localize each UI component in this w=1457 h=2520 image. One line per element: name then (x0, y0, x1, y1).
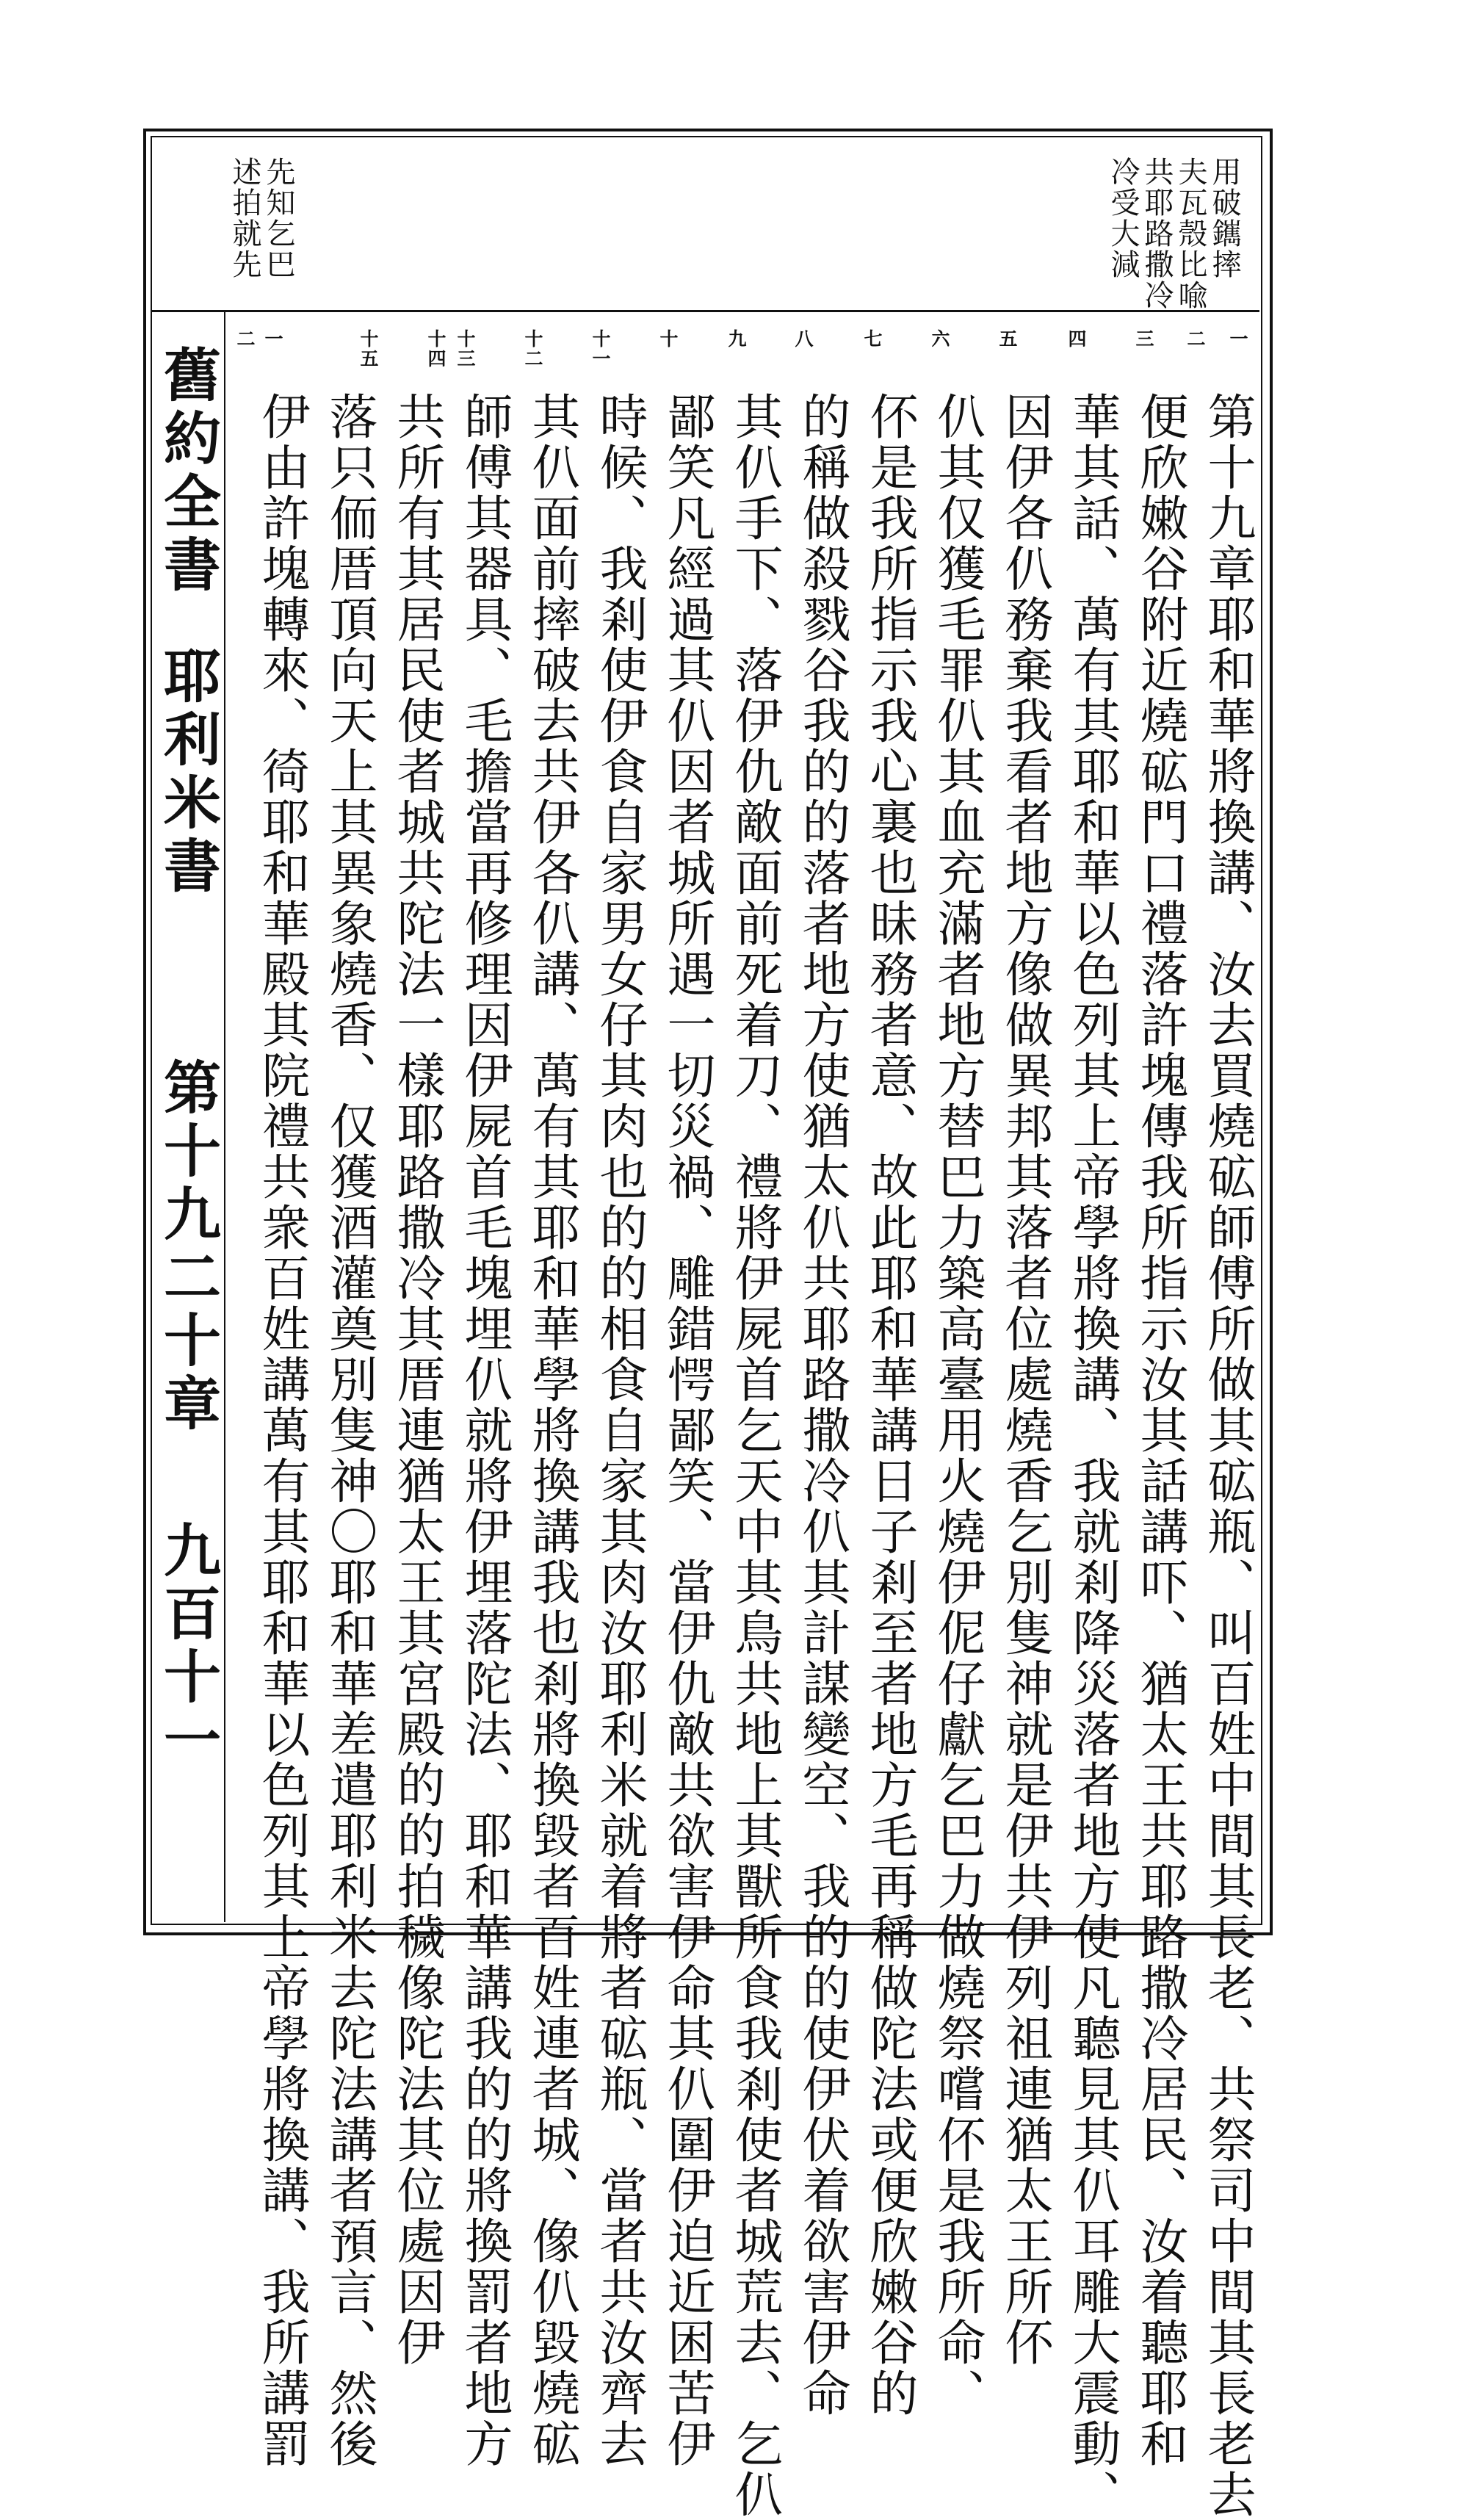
text-column: 師傅其器具、毛擔當再修理因伊屍首毛塊埋仈就將伊埋落陀法、耶和華講我的的將換罰者地方 (456, 391, 513, 2469)
text-column: 便欣嫩谷附近燒砿門口禮落許塊傳我所指示汝其話講吓、猶太王共耶路撒冷居民、汝着聽耶和 (1132, 391, 1188, 2469)
header-rule (151, 310, 1259, 312)
verse-number: 九 (726, 329, 747, 349)
chapter-label: 第十九二十章 (154, 1058, 221, 1437)
text-column: 鄙笑凡經過其仈因者城所遇一切災禍、雕錯愕鄙笑、當伊仇敵共欲害伊命其仈圍伊迫近困苦伊 (659, 391, 715, 2469)
verse-number: 六 (929, 329, 950, 349)
verse-number: 十一 (590, 329, 611, 369)
verse-number: 八 (792, 329, 814, 349)
header-note-right-2: 夫瓦殼比喩 (1174, 156, 1207, 311)
text-column: 仈其仅獲毛罪仈其血充滿者地方替巴力築高臺用火燒伊伲仔獻乞巴力做燒祭嚐伓是我所命、 (929, 391, 986, 2419)
section-title: 耶利米書 (154, 646, 221, 899)
verse-number: 十 (657, 329, 679, 349)
text-column: 華其話、萬有其耶和華以色列其上帝學將換講、我就剎降災落者地方使凡聽見其仈耳雕大震動、 (1064, 391, 1121, 2520)
verse-number: 十五 (358, 329, 379, 369)
verse-number: 五 (997, 329, 1018, 349)
text-column: 第十九章耶和華將換講、汝去買燒砿師傅所做其砿瓶、叫百姓中間其長老、共祭司中間其長老去 (1199, 391, 1256, 2520)
text-column: 伓是我所指示我心裏也昧務者意、故此耶和華講日子剎至者地方毛再稱做陀法或便欣嫩谷的 (861, 391, 918, 2419)
verse-number: 二 (234, 329, 256, 349)
text-column: 伊由許塊轉來、徛耶和華殿其院禮共衆百姓講萬有其耶和華以色列其上帝學將換講、我所講罰 (253, 391, 310, 2469)
text-column: 其仈手下、落伊仇敵面前死着刀、禮將伊屍首乞天中其鳥共地上其獸所食我剎使者城荒去、乞仈 (726, 391, 783, 2520)
verse-number: 三 (1133, 329, 1154, 349)
text-column: 的稱做殺戮谷我的的落者地方使猶太仈共耶路撒冷仈其計謀變空、我的的使伊伏着欲害伊命 (794, 391, 850, 2419)
book-title: 舊約全書 (154, 345, 221, 598)
header-note-left-1: 先知乞巴 (261, 156, 295, 280)
margin-rule (224, 310, 225, 1922)
header-note-right-3: 共耶路撒冷 (1140, 156, 1174, 311)
text-column: 因伊各仈務棄我看者地方像做異邦其落者位處燒香乞別隻神就是伊共伊列祖連猶太王所伓 (997, 391, 1053, 2368)
verse-number: 四 (1066, 329, 1087, 349)
header-note-right-4: 冷受大減 (1106, 156, 1140, 280)
verse-number: 一 (1227, 329, 1248, 349)
text-column: 共所有其居民使者城共陀法一樣耶路撒冷其厝連猶太王其宮殿的的拍穢像陀法其位處因伊 (388, 391, 445, 2368)
verse-number: 一 (262, 329, 283, 349)
verse-number: 十二 (522, 329, 543, 369)
text-column: 時候、我剎使伊食自家男女仔其肉也的的相食自家其肉汝耶利米就着將者砿瓶、當者共汝齊去 (591, 391, 648, 2469)
text-column: 其仈面前摔破去共伊各仈講、萬有其耶和華學將換講我也剎將換毀者百姓連者城、像仈毀燒砿 (524, 391, 580, 2469)
verse-number: 七 (861, 329, 883, 349)
header-note-left-2: 述拍就先 (228, 156, 261, 280)
verse-number: 十四 (425, 329, 446, 369)
verse-number: 二 (1185, 329, 1206, 349)
text-column: 落只侕厝頂向天上其異象燒香、仅獲酒灌奠別隻神〇耶和華差遣耶利米去陀法講者預言、然後 (321, 391, 377, 2469)
verse-number: 十三 (455, 329, 476, 369)
page-number: 九百十一 (154, 1520, 221, 1773)
header-note-right-1: 用破䥴摔 (1207, 156, 1241, 280)
